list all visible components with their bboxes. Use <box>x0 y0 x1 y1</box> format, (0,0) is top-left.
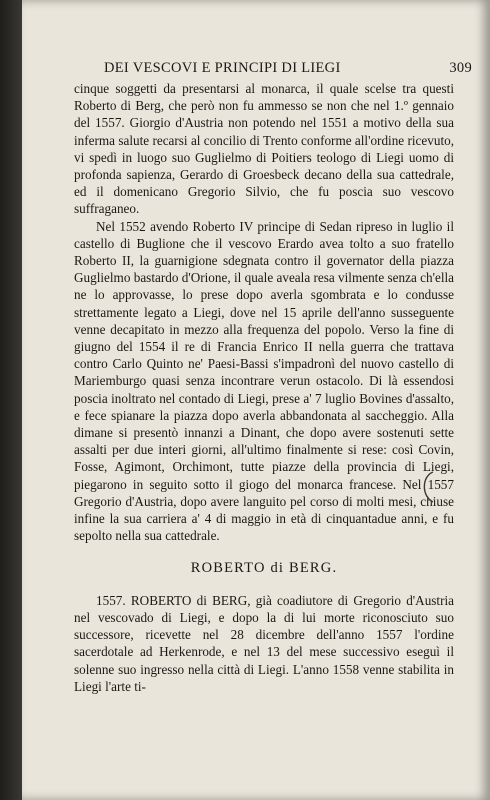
paragraph-3: 1557. ROBERTO di BERG, già coadiutore di Gregorio d'Austria nel vescovado di Liegi, e dopo la di lui morte riconosciuto suo successore, ricevette nel 28 dicembre dell'anno 1557 l'ordine sacerdotale ad Herkenrode, e nel 13 del mese successivo eseguì il solenne suo ingresso nella città di Liegi. L'anno 1558 venne stabilita in Liegi l'arte ti- <box>74 592 454 694</box>
paragraph-2: Nel 1552 avendo Roberto IV principe di Sedan ripreso in luglio il castello di Buglione che il vescovo Erardo avea tolto a suo fratello Roberto II, la guarnigione sdegnata contro il governator della piazza Guglielmo bastardo d'Orione, il quale aveala resa vilmente senza ch'ella ne lo approvasse, lo prese dopo averla sgombrata e lo condusse strettamente legato a Liegi, dove nel 15 aprile dell'anno susseguente venne decapitato in mezzo alla frequenza del popolo. Verso la fine di giugno del 1554 il re di Francia Enrico II nella guerra che trattava contro Carlo Quinto ne' Paesi-Bassi s'impadronì del nuovo castello di Mariemburgo quasi senza incontrare verun ostacolo. Di là essendosi poscia inoltrato nel contado di Liegi, prese a' 7 luglio Bovines d'assalto, e fece spianare la piazza dopo averla abbandonata al saccheggio. Alla dimane si presentò innanzi a Dinant, che dopo avere sostenuti sette assalti per due interi giorni, all'ultimo finalmente si rese: così Covin, Fosse, Agimont, Orchimont, tutte piazze della provincia di Liegi, piegarono in seguito sotto il giogo del monarca francese. Nel 1557 Gregorio d'Austria, dopo avere languito pel corso di molti mesi, chiuse infine la sua carriera a' 4 di maggio in età di cinquantadue anni, e fu sepolto nella sua cattedrale. <box>74 218 454 544</box>
running-head-title: DEI VESCOVI E PRINCIPI DI LIEGI <box>104 60 341 76</box>
page-number: 309 <box>449 60 472 76</box>
book-gutter <box>0 0 22 800</box>
body-text <box>74 80 454 695</box>
running-head <box>82 60 472 80</box>
pencil-bracket-mark <box>418 470 436 504</box>
section-heading: ROBERTO di BERG. <box>190 560 338 577</box>
paragraph-1: cinque soggetti da presentarsi al monarca, il quale scelse tra questi Roberto di Berg, che però non fu ammesso se non che nel 1.º gennaio del 1557. Giorgio d'Austria non potendo nel 1551 a motivo della sua inferma salute recarsi al concilio di Trento conforme all'ordine ricevuto, vi spedì in luogo suo Guglielmo di Poitiers teologo di Liegi uomo di profonda sapienza, Gerardo di Groesbeck decano della sua cattedrale, ed il domenicano Gregorio Silvio, che fu poscia suo vescovo suffraganeo. <box>74 81 454 217</box>
